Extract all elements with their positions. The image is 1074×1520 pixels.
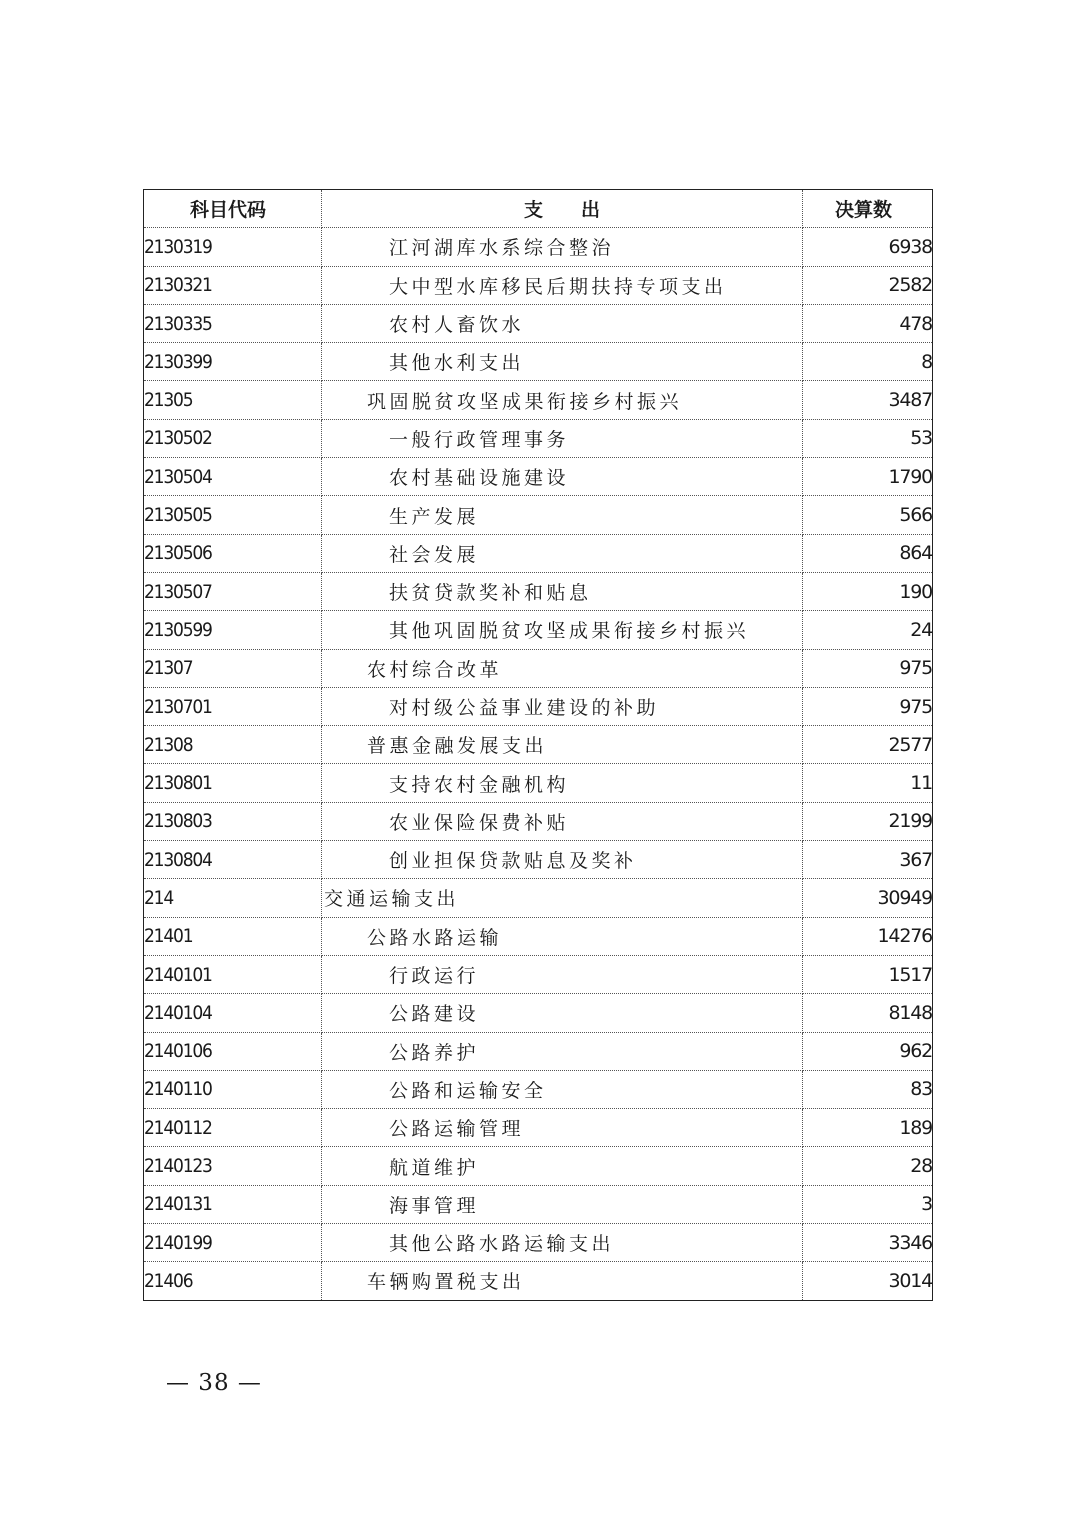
final-amount-cell: 1517 [803, 955, 933, 993]
expenditure-name-cell: 其他巩固脱贫攻坚成果衔接乡村振兴 [322, 611, 803, 649]
expenditure-name-cell: 生产发展 [322, 496, 803, 534]
expenditure-name-cell: 公路水路运输 [322, 917, 803, 955]
final-amount-cell: 478 [803, 304, 933, 342]
final-amount-cell: 975 [803, 649, 933, 687]
subject-code-cell: 2130599 [144, 611, 322, 649]
table-row [144, 534, 933, 572]
table-row [144, 458, 933, 496]
table-row [144, 994, 933, 1032]
final-amount-cell: 14276 [803, 917, 933, 955]
table-row [144, 687, 933, 725]
expenditure-name-cell: 公路和运输安全 [322, 1070, 803, 1108]
subject-code-cell: 2140199 [144, 1224, 322, 1262]
expenditure-name-cell: 对村级公益事业建设的补助 [322, 687, 803, 725]
final-amount-cell: 864 [803, 534, 933, 572]
subject-code-cell: 2140123 [144, 1147, 322, 1185]
table-row [144, 496, 933, 534]
expenditure-name-cell: 江河湖库水系综合整治 [322, 228, 803, 266]
expenditure-name-cell: 交通运输支出 [322, 879, 803, 917]
table-row [144, 1070, 933, 1108]
final-amount-cell: 2582 [803, 266, 933, 304]
table-header-row [144, 190, 933, 228]
subject-code-cell: 2130335 [144, 304, 322, 342]
table-row [144, 572, 933, 610]
subject-code-cell: 2130399 [144, 343, 322, 381]
header-expenditure: 支 出 [322, 190, 803, 228]
page-number: — 38 — [166, 1370, 262, 1396]
table-row [144, 1147, 933, 1185]
final-amount-cell: 975 [803, 687, 933, 725]
subject-code-cell: 21305 [144, 381, 322, 419]
final-amount-cell: 2199 [803, 802, 933, 840]
final-amount-cell: 83 [803, 1070, 933, 1108]
expenditure-name-cell: 创业担保贷款贴息及奖补 [322, 841, 803, 879]
final-amount-cell: 3487 [803, 381, 933, 419]
subject-code-cell: 2130319 [144, 228, 322, 266]
table-row [144, 1109, 933, 1147]
final-amount-cell: 6938 [803, 228, 933, 266]
expenditure-name-cell: 其他公路水路运输支出 [322, 1224, 803, 1262]
table-row [144, 381, 933, 419]
subject-code-cell: 21307 [144, 649, 322, 687]
expenditure-name-cell: 公路建设 [322, 994, 803, 1032]
expenditure-name-cell: 支持农村金融机构 [322, 764, 803, 802]
final-amount-cell: 11 [803, 764, 933, 802]
expenditure-name-cell: 行政运行 [322, 955, 803, 993]
subject-code-cell: 2130804 [144, 841, 322, 879]
subject-code-cell: 2130504 [144, 458, 322, 496]
expenditure-name-cell: 农业保险保费补贴 [322, 802, 803, 840]
table-row [144, 1262, 933, 1300]
subject-code-cell: 2130506 [144, 534, 322, 572]
final-amount-cell: 566 [803, 496, 933, 534]
final-amount-cell: 24 [803, 611, 933, 649]
subject-code-cell: 2140104 [144, 994, 322, 1032]
table-row [144, 879, 933, 917]
expenditure-name-cell: 扶贫贷款奖补和贴息 [322, 572, 803, 610]
expenditure-name-cell: 其他水利支出 [322, 343, 803, 381]
expenditure-name-cell: 大中型水库移民后期扶持专项支出 [322, 266, 803, 304]
table-row [144, 726, 933, 764]
table-row [144, 304, 933, 342]
final-amount-cell: 367 [803, 841, 933, 879]
table-row [144, 228, 933, 266]
table-row [144, 802, 933, 840]
subject-code-cell: 2130803 [144, 802, 322, 840]
table-row [144, 266, 933, 304]
subject-code-cell: 2140106 [144, 1032, 322, 1070]
final-amount-cell: 1790 [803, 458, 933, 496]
final-amount-cell: 190 [803, 572, 933, 610]
table-row [144, 1185, 933, 1223]
budget-table-container [143, 189, 932, 1301]
expenditure-name-cell: 农村人畜饮水 [322, 304, 803, 342]
expenditure-name-cell: 一般行政管理事务 [322, 419, 803, 457]
final-amount-cell: 3 [803, 1185, 933, 1223]
subject-code-cell: 214 [144, 879, 322, 917]
expenditure-name-cell: 农村综合改革 [322, 649, 803, 687]
subject-code-cell: 2130701 [144, 687, 322, 725]
expenditure-name-cell: 巩固脱贫攻坚成果衔接乡村振兴 [322, 381, 803, 419]
subject-code-cell: 2130321 [144, 266, 322, 304]
table-row [144, 1032, 933, 1070]
final-amount-cell: 962 [803, 1032, 933, 1070]
expenditure-name-cell: 社会发展 [322, 534, 803, 572]
subject-code-cell: 2130801 [144, 764, 322, 802]
table-row [144, 917, 933, 955]
final-amount-cell: 53 [803, 419, 933, 457]
subject-code-cell: 2130505 [144, 496, 322, 534]
expenditure-name-cell: 海事管理 [322, 1185, 803, 1223]
table-row [144, 419, 933, 457]
subject-code-cell: 2130507 [144, 572, 322, 610]
table-row [144, 764, 933, 802]
expenditure-name-cell: 车辆购置税支出 [322, 1262, 803, 1300]
subject-code-cell: 21406 [144, 1262, 322, 1300]
final-amount-cell: 3014 [803, 1262, 933, 1300]
expenditure-name-cell: 公路运输管理 [322, 1109, 803, 1147]
expenditure-name-cell: 航道维护 [322, 1147, 803, 1185]
table-row [144, 649, 933, 687]
expenditure-name-cell: 普惠金融发展支出 [322, 726, 803, 764]
table-row [144, 343, 933, 381]
final-amount-cell: 28 [803, 1147, 933, 1185]
expenditure-name-cell: 公路养护 [322, 1032, 803, 1070]
table-row [144, 955, 933, 993]
subject-code-cell: 2140112 [144, 1109, 322, 1147]
subject-code-cell: 2140110 [144, 1070, 322, 1108]
final-amount-cell: 30949 [803, 879, 933, 917]
subject-code-cell: 2140131 [144, 1185, 322, 1223]
subject-code-cell: 21308 [144, 726, 322, 764]
final-amount-cell: 189 [803, 1109, 933, 1147]
final-amount-cell: 8148 [803, 994, 933, 1032]
final-amount-cell: 2577 [803, 726, 933, 764]
subject-code-cell: 2140101 [144, 955, 322, 993]
final-amount-cell: 3346 [803, 1224, 933, 1262]
header-final-amount: 决算数 [803, 190, 933, 228]
header-code: 科目代码 [144, 190, 322, 228]
subject-code-cell: 21401 [144, 917, 322, 955]
table-row [144, 841, 933, 879]
expenditure-name-cell: 农村基础设施建设 [322, 458, 803, 496]
table-row [144, 611, 933, 649]
subject-code-cell: 2130502 [144, 419, 322, 457]
budget-table [143, 189, 933, 1301]
final-amount-cell: 8 [803, 343, 933, 381]
table-row [144, 1224, 933, 1262]
